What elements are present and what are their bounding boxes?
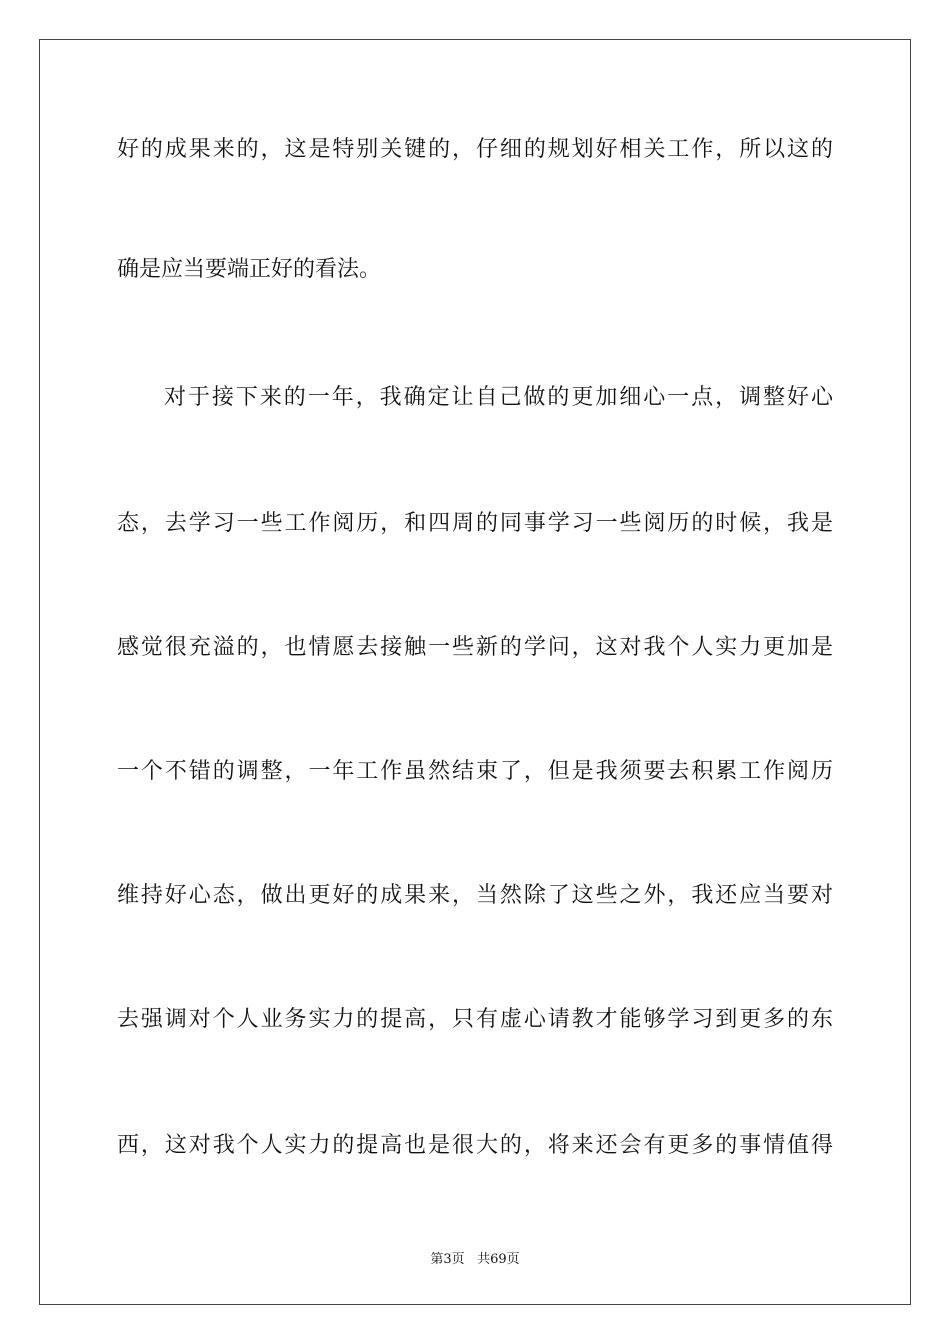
page-border	[39, 39, 911, 1305]
body-text-line-1: 好的成果来的，这是特别关键的，仔细的规划好相关工作，所以这的	[117, 137, 833, 162]
body-text-line-2: 确是应当要端正好的看法。	[117, 257, 382, 282]
body-text-line-6: 一个不错的调整，一年工作虽然结束了，但是我须要去积累工作阅历	[117, 759, 833, 784]
body-text-line-9: 西，这对我个人实力的提高也是很大的，将来还会有更多的事情值得	[117, 1133, 833, 1158]
total-pages-label: 共69页	[477, 1252, 520, 1267]
body-text-line-4: 态，去学习一些工作阅历，和四周的同事学习一些阅历的时候，我是	[117, 511, 833, 536]
body-text-line-8: 去强调对个人业务实力的提高，只有虚心请教才能够学习到更多的东	[117, 1007, 833, 1032]
page-footer	[0, 1248, 950, 1267]
current-page-label: 第3页	[430, 1252, 465, 1267]
body-text-line-5: 感觉很充溢的，也情愿去接触一些新的学问，这对我个人实力更加是	[117, 635, 833, 660]
body-text-line-7: 维持好心态，做出更好的成果来，当然除了这些之外，我还应当要对	[117, 883, 833, 908]
body-text-line-3: 对于接下来的一年，我确定让自己做的更加细心一点，调整好心	[164, 385, 833, 410]
